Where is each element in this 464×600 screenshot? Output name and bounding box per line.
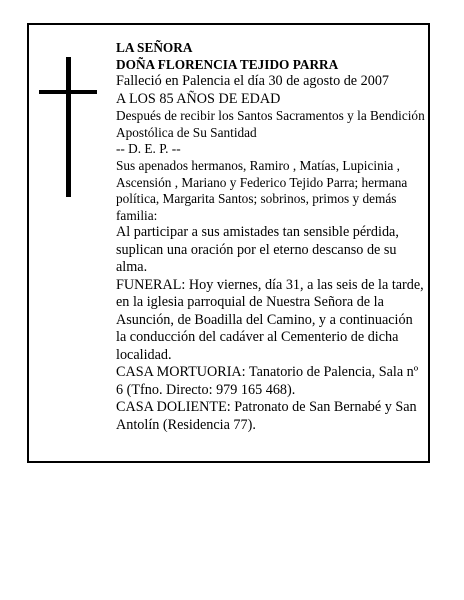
funeral-line: FUNERAL: Hoy viernes, día 31, a las seis de la tarde, en la iglesia parroquial de Nuestra Señora de la Asunción, de Boadilla del Camino, y a continuación la conducción del cadáver al Cementerio de dicha localidad. (116, 276, 424, 363)
death-line: Falleció en Palencia el día 30 de agosto de 2007 (116, 73, 390, 90)
mourning-house-line: CASA DOLIENTE: Patronato de San Bernabé y San Antolín (Residencia 77). (116, 399, 417, 433)
mortuary-line: CASA MORTUORIA: Tanatorio de Palencia, Sala nº 6 (Tfno. Directo: 979 165 468). (116, 364, 419, 398)
family-line: Sus apenados hermanos, Ramiro , Matías, Lupicinia , Ascensión , Mariano y Federico Tejido Parra; hermana política, Margarita Santos; sobrinos, primos y demás familia: (116, 157, 408, 223)
age-line: A LOS 85 AÑOS DE EDAD (116, 90, 281, 107)
notice-title: LA SEÑORA (116, 40, 193, 55)
cross-icon (39, 57, 97, 197)
obituary-notice (27, 23, 430, 463)
deceased-name: DOÑA FLORENCIA TEJIDO PARRA (116, 56, 339, 72)
notice-text (116, 40, 426, 434)
request-line: Al participar a sus amistades tan sensible pérdida, suplican una oración por el eterno descanso de su alma. (116, 224, 399, 276)
dep-line: -- D. E. P. -- (116, 141, 181, 157)
sacraments-line: Después de recibir los Santos Sacramentos y la Bendición Apostólica de Su Santidad (116, 108, 425, 140)
cross-vertical-bar (66, 57, 71, 197)
cross-horizontal-bar (39, 90, 97, 94)
